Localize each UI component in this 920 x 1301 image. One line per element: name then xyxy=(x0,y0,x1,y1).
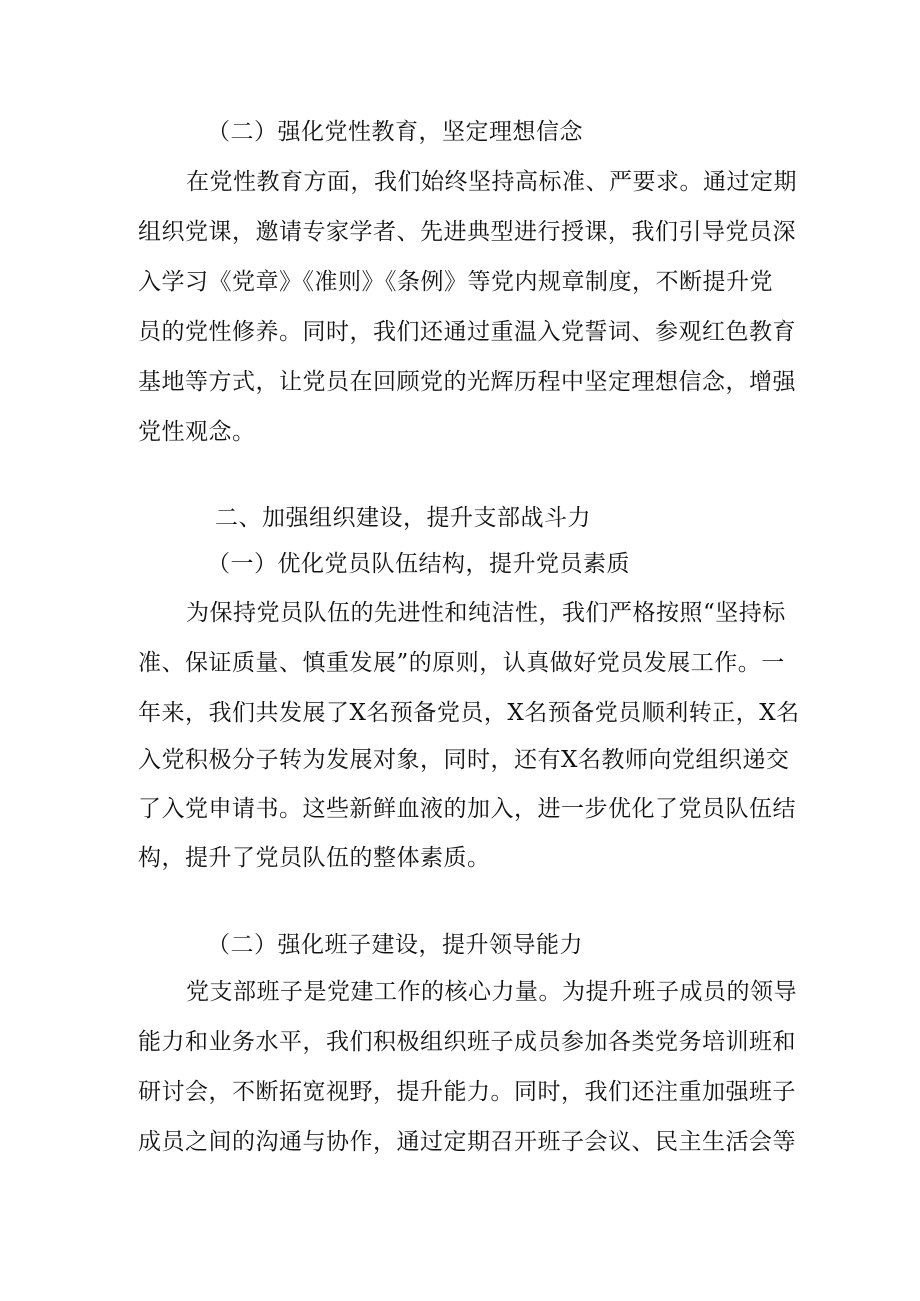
section-heading: （一）优化党员队伍结构，提升党员素质 xyxy=(207,551,630,577)
paragraph-line: 党支部班子是党建工作的核心力量。为提升班子成员的领导 xyxy=(186,979,797,1005)
paragraph-line: 为保持党员队伍的先进性和纯洁性，我们严格按照“坚持标 xyxy=(186,600,786,626)
paragraph-line: 年来，我们共发展了X名预备党员，X名预备党员顺利转正，X名 xyxy=(138,700,800,726)
paragraph-line: 组织党课，邀请专家学者、先进典型进行授课，我们引导党员深 xyxy=(138,219,796,245)
paragraph-line: 了入党申请书。这些新鲜血液的加入，进一步优化了党员队伍结 xyxy=(138,796,796,822)
paragraph-line: 能力和业务水平，我们积极组织班子成员参加各类党务培训班和 xyxy=(138,1029,796,1055)
section-heading: （二）强化党性教育，坚定理想信念 xyxy=(207,119,583,145)
section-heading: （二）强化班子建设，提升领导能力 xyxy=(207,932,583,958)
chapter-title: 二、加强组织建设，提升支部战斗力 xyxy=(215,505,591,531)
paragraph-line: 入学习《党章》《准则》《条例》等党内规章制度，不断提升党 xyxy=(138,269,773,295)
paragraph-line: 构，提升了党员队伍的整体素质。 xyxy=(138,845,491,871)
paragraph-line: 研讨会，不断拓宽视野，提升能力。同时，我们还注重加强班子 xyxy=(138,1079,796,1105)
paragraph-line: 准、保证质量、慎重发展”的原则，认真做好党员发展工作。一 xyxy=(138,650,785,676)
paragraph-line: 党性观念。 xyxy=(138,419,256,445)
paragraph-line: 成员之间的沟通与协作，通过定期召开班子会议、民主生活会等 xyxy=(138,1129,796,1155)
paragraph-line: 员的党性修养。同时，我们还通过重温入党誓词、参观红色教育 xyxy=(138,319,796,345)
paragraph-line: 基地等方式，让党员在回顾党的光辉历程中坚定理想信念，增强 xyxy=(138,369,796,395)
paragraph-line: 入党积极分子转为发展对象，同时，还有X名教师向党组织递交 xyxy=(138,747,790,773)
paragraph-line: 在党性教育方面，我们始终坚持高标准、严要求。通过定期 xyxy=(186,169,797,195)
